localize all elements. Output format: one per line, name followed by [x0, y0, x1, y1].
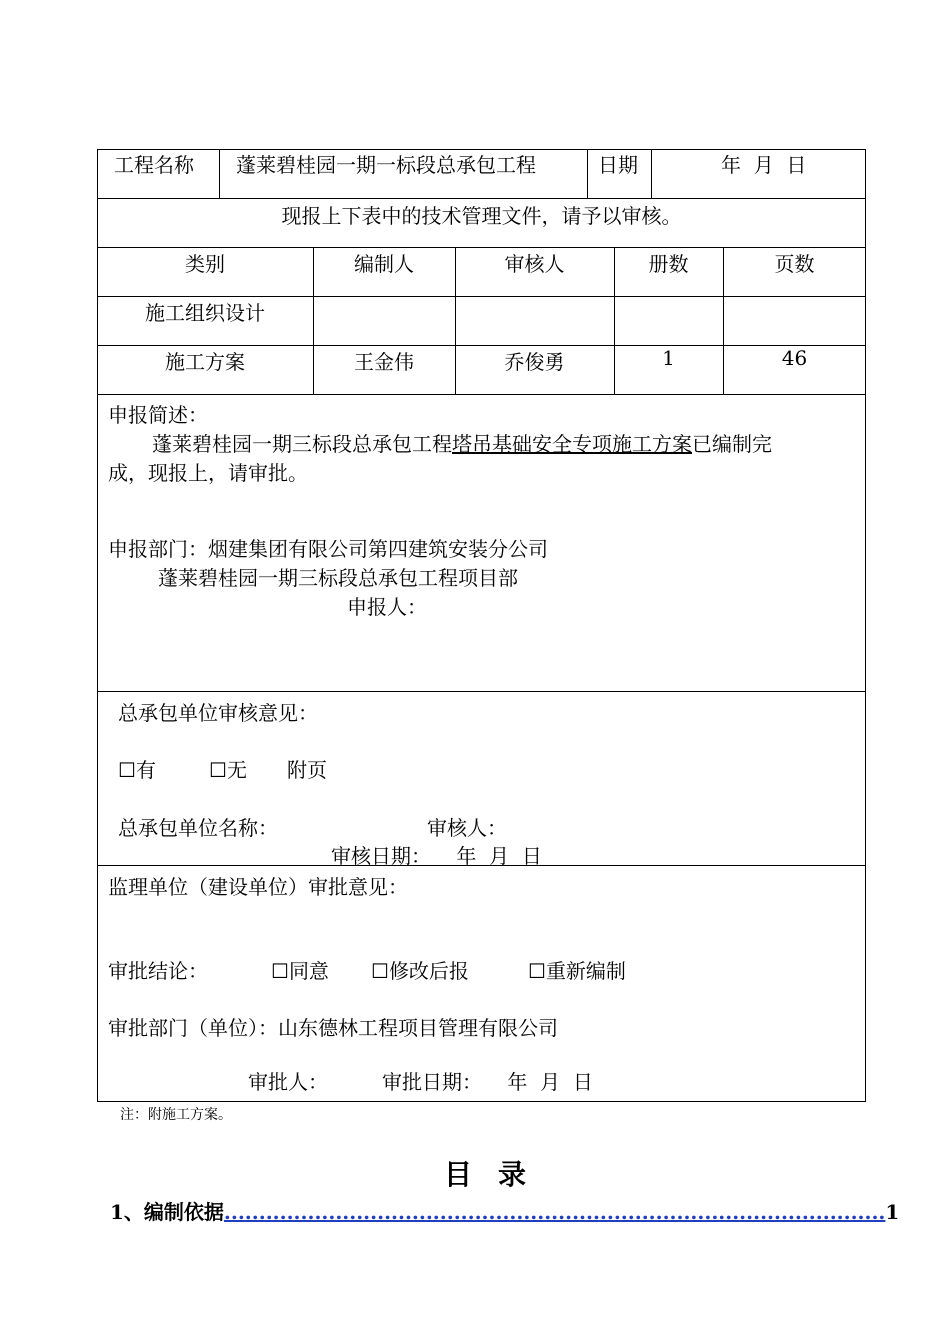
contractor-review-title: 总承包单位审核意见： — [118, 701, 318, 725]
checkbox-icon[interactable]: ☐ — [528, 959, 546, 983]
approval-department: 审批部门（单位）：山东德林工程项目管理有限公司 — [108, 1016, 558, 1040]
column-header-reviewer: 审核人 — [504, 252, 565, 276]
option-label: 有 — [135, 758, 156, 782]
col-divider — [587, 149, 588, 198]
submission-project-dept: 蓬莱碧桂园一期三标段总承包工程项目部 — [158, 566, 518, 590]
approval-conclusion-label: 审批结论： — [108, 959, 208, 983]
table-row-category: 施工组织设计 — [145, 301, 265, 325]
contractor-unit-name-label: 总承包单位名称： — [118, 816, 278, 840]
column-header-category: 类别 — [185, 252, 225, 276]
column-header-volumes: 册数 — [648, 252, 689, 276]
applicant-label: 申报人： — [347, 595, 427, 619]
approval-modify-option[interactable] — [371, 955, 469, 984]
row-divider — [97, 691, 866, 692]
supervisor-approval-title: 监理单位（建设单位）审批意见： — [108, 875, 408, 899]
submission-text-line1 — [152, 428, 772, 457]
date-label: 日期 — [598, 153, 638, 177]
option-label: 无 — [226, 758, 247, 782]
project-name-label: 工程名称 — [114, 153, 194, 177]
row-divider — [97, 198, 866, 199]
option-label: 重新编制 — [545, 959, 626, 983]
contractor-review-date: 审核日期： 年 月 日 — [331, 844, 542, 868]
col-divider — [651, 149, 652, 198]
option-label: 修改后报 — [388, 959, 469, 983]
attachment-no-option[interactable] — [209, 754, 247, 783]
table-row-pages: 46 — [781, 346, 808, 370]
project-name-value: 蓬莱碧桂园一期一标段总承包工程 — [236, 153, 536, 177]
row-divider — [97, 394, 866, 395]
checkbox-icon[interactable]: ☐ — [271, 959, 289, 983]
approval-form-table — [97, 149, 866, 1102]
option-label: 同意 — [288, 959, 329, 983]
toc-entry-page: 1 — [885, 1200, 900, 1224]
approval-date: 审批日期： 年 月 日 — [382, 1070, 593, 1094]
approver-label: 审批人： — [248, 1070, 328, 1094]
submission-text-after: 已编制完 — [692, 432, 772, 456]
submission-text-line2: 成，现报上，请审批。 — [108, 461, 308, 485]
column-header-author: 编制人 — [354, 252, 414, 276]
toc-entry-label: 1、编制依据 — [110, 1200, 224, 1224]
checkbox-icon[interactable]: ☐ — [371, 959, 389, 983]
intro-text: 现报上下表中的技术管理文件，请予以审核。 — [281, 204, 682, 228]
col-divider — [219, 149, 220, 198]
submission-label: 申报简述： — [108, 403, 208, 427]
toc-entry[interactable] — [110, 1196, 899, 1225]
column-header-pages: 页数 — [774, 252, 815, 276]
toc-title: 目录 — [443, 1158, 552, 1191]
checkbox-icon[interactable]: ☐ — [118, 758, 136, 782]
attachment-yes-option[interactable] — [118, 754, 156, 783]
submission-plan-name: 塔吊基础安全专项施工方案 — [452, 432, 692, 456]
contractor-reviewer-label: 审核人： — [427, 816, 507, 840]
table-row-reviewer: 乔俊勇 — [504, 350, 565, 374]
approval-redo-option[interactable] — [528, 955, 626, 984]
attachment-label: 附页 — [287, 758, 327, 782]
toc-leader-dots: ............................................................................................... — [223, 1200, 886, 1224]
table-row-author: 王金伟 — [354, 350, 414, 374]
date-value: 年 月 日 — [721, 153, 807, 177]
table-row-volumes: 1 — [662, 346, 675, 370]
checkbox-icon[interactable]: ☐ — [209, 758, 227, 782]
table-row-category: 施工方案 — [165, 350, 245, 374]
submission-text-before: 蓬莱碧桂园一期三标段总承包工程 — [152, 432, 452, 456]
submission-department: 申报部门：烟建集团有限公司第四建筑安装分公司 — [108, 537, 548, 561]
form-note: 注：附施工方案。 — [120, 1107, 232, 1123]
approval-agree-option[interactable] — [271, 955, 329, 984]
